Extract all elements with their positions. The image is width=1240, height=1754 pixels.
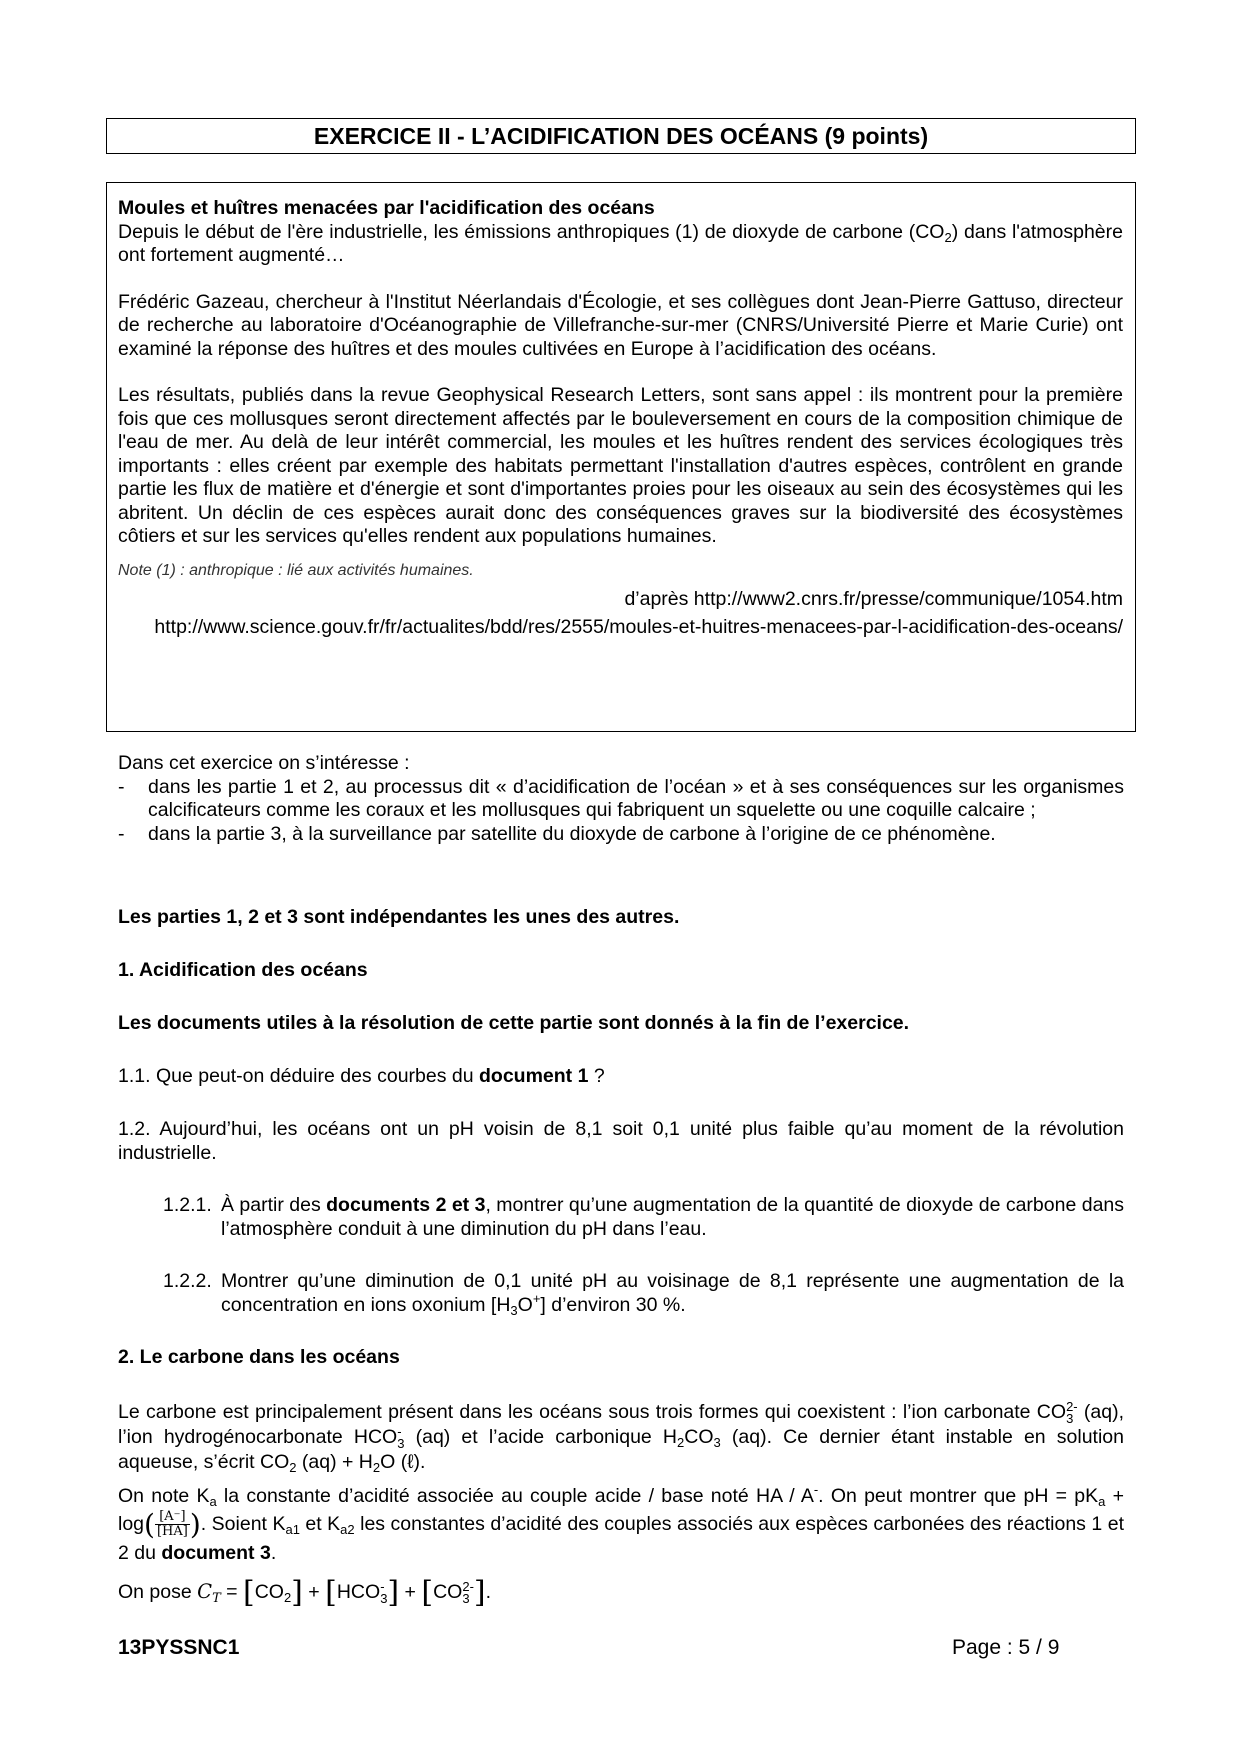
article-source-1: d’après http://www2.cnrs.fr/presse/communique/1054.htm xyxy=(624,588,1123,610)
intro-list xyxy=(118,776,1124,847)
part2-title: 2. Le carbone dans les océans xyxy=(118,1346,400,1368)
part1-docs-note: Les documents utiles à la résolution de cette partie sont donnés à la fin de l’exercice. xyxy=(118,1012,910,1034)
question-1-2: 1.2. Aujourd’hui, les océans ont un pH voisin de 8,1 soit 0,1 unité plus faible qu’au moment de la révolution industrielle. xyxy=(118,1118,1124,1164)
part2-paragraph-1: Le carbone est principalement présent dans les océans sous trois formes qui coexistent : l’ion carbonate CO 2- 3 (aq), l’ion hydrogénocarbonate HCO - 3 (aq) et l’acide carbonique $H_2CO_3$ (aq). Ce dernier étant instable en solution aqueuse, s’écrit $CO_2$ $(aq) + H_2O$ (ℓ). xyxy=(118,1398,1124,1475)
intro-lead: Dans cet exercice on s’intéresse : xyxy=(118,752,410,774)
exercise-title: EXERCICE II - L’ACIDIFICATION DES OCÉANS (9 points) xyxy=(106,118,1136,154)
independence-note: Les parties 1, 2 et 3 sont indépendantes les unes des autres. xyxy=(118,906,680,928)
question-1-1: 1.1. Que peut-on déduire des courbes du document 1 ? xyxy=(118,1065,605,1087)
footer-page-number: Page : 5 / 9 xyxy=(952,1636,1060,1659)
list-item: - dans la partie 3, à la surveillance par satellite du dioxyde de carbone à l’origine de ce phénomène. xyxy=(118,822,996,845)
footer-code: 13PYSSNC1 xyxy=(118,1636,240,1659)
ratio-fraction: $\frac{[A^-]}{[HA]}$ xyxy=(156,1509,188,1540)
article-heading: Moules et huîtres menacées par l'acidification des océans xyxy=(118,197,655,219)
question-1-2-1: 1.2.1. À partir des documents 2 et 3, montrer qu’une augmentation de la quantité de dioxyde de carbone dans l’atmosphère conduit à une diminution du pH dans l’eau. xyxy=(163,1194,1125,1240)
intro-section xyxy=(118,752,1124,846)
question-1-2-2: 1.2.2. Montrer qu’une diminution de 0,1 unité pH au voisinage de 8,1 représente une augmentation de la concentration en ions oxonium $[H_3O^+]$ d’environ 30 %. xyxy=(163,1270,1124,1318)
total-carbon-equation: On pose $C_T = [CO_2] + [HCO$ - 3 ] + [CO 2- 3 ]. xyxy=(118,1575,492,1611)
article-source-2: http://www.science.gouv.fr/fr/actualites/bdd/res/2555/moules-et-huitres-menacees-par-l-acidification-des-oceans/ xyxy=(154,615,1123,638)
part2-paragraph-2: On note $K_a$ la constante d’acidité associée au couple acide / base noté HA / A-. On peut montrer que pH = $pK_a + \log$( $\frac{[A^-]}{[HA]}$ ). Soient $K_{a1}$ et $K_{a2}$ les constantes d’acidité des couples associés aux espèces carbonées des réactions 1 et 2 du document 3. xyxy=(118,1482,1124,1565)
article-paragraph-3: Les résultats, publiés dans la revue Geophysical Research Letters, sont sans appel : ils montrent pour la première fois que ces mollusques seront directement affectés par le bouleversement en cours de la composition chimique de l'eau de mer. Au delà de leur intérêt commercial, les moules et les huîtres rendent des services écologiques très importants : elles créent par exemple des habitats permettant l'installation d'autres espèces, contrôlent en grande partie les flux de matière et d'énergie et sont d'importantes proies pour les oiseaux au sein des écosystèmes qui les abritent. Un déclin de ces espèces aurait donc des conséquences graves sur la biodiversité des écosystèmes côtiers et sur les services qu'elles rendent aux populations humaines. xyxy=(118,384,1123,547)
article-box xyxy=(106,182,1136,732)
article-paragraph-2: Frédéric Gazeau, chercheur à l'Institut Néerlandais d'Écologie, et ses collègues dont Jean-Pierre Gattuso, directeur de recherche au laboratoire d'Océanographie de Villefranche-sur-mer (CNRS/Université Pierre et Marie Curie) ont examiné la réponse des huîtres et des moules cultivées en Europe à l’acidification des océans. xyxy=(118,290,1123,360)
article-paragraph-1: Depuis le début de l'ère industrielle, les émissions anthropiques (1) de dioxyde de carbone $(CO_2)$ dans l'atmosphère ont fortement augmenté… xyxy=(118,220,1123,266)
article-note: Note (1) : anthropique : lié aux activités humaines. xyxy=(118,561,474,579)
part1-title: 1. Acidification des océans xyxy=(118,959,368,981)
list-item: - dans les partie 1 et 2, au processus dit « d’acidification de l’océan » et à ses conséquences sur les organismes calcificateurs comme les coraux et les mollusques qui fabriquent un squelette ou une coquille calcaire ; xyxy=(118,775,1124,821)
